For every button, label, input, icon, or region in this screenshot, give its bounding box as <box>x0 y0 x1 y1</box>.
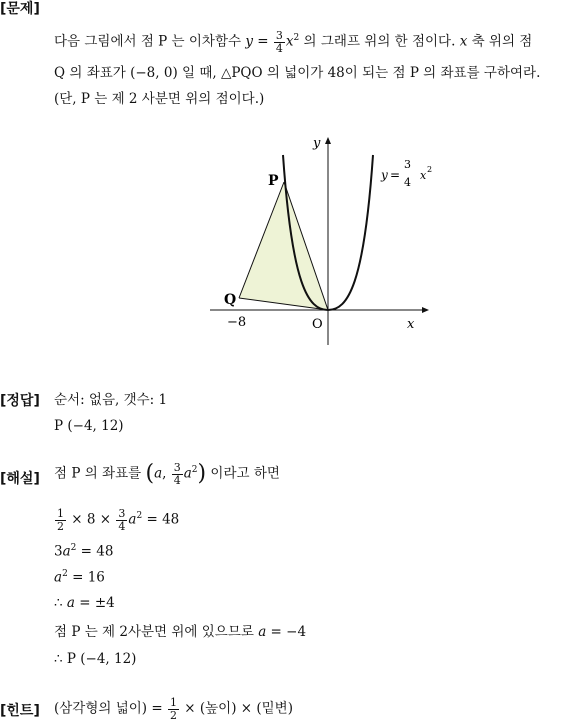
paren-open: ( <box>145 461 155 487</box>
hint-num: 1 <box>169 696 177 709</box>
x-axis-arrow <box>422 307 429 313</box>
axis-var: x <box>459 33 468 50</box>
eq1-exp: 2 <box>136 511 143 522</box>
problem-line-1 <box>54 30 532 54</box>
hint-den: 2 <box>169 708 177 722</box>
problem-line-2: Q 의 좌표가 (−8, 0) 일 때, △PQO 의 넓이가 48이 되는 점 P 의 좌표를 구하여라. <box>54 65 541 81</box>
label-y-axis: y <box>313 136 321 151</box>
problem-line-1-pre: 다음 그림에서 점 P 는 이차함수 <box>54 33 246 50</box>
answer-header: [정답] <box>0 393 40 409</box>
curve-label-den: 4 <box>404 176 411 189</box>
label-origin: O <box>312 317 323 332</box>
label-point-q: Q <box>224 292 237 308</box>
explanation-line-6 <box>54 626 306 640</box>
eq-frac-den: 4 <box>275 41 283 55</box>
eq2-a: a <box>62 543 71 560</box>
explanation-line-1 <box>54 462 280 486</box>
eq-x: x <box>285 33 294 50</box>
explanation-fraction <box>172 462 183 486</box>
eq1-end: = 48 <box>142 511 180 528</box>
explanation-a2: a <box>183 465 192 482</box>
label-x-axis: x <box>407 317 415 332</box>
eq-equals: = <box>252 33 273 50</box>
eq-exp: 2 <box>293 33 300 44</box>
hint-line <box>54 697 293 721</box>
y-axis-arrow <box>325 137 331 144</box>
problem-line-3: (단, P 는 제 2 사분면 위의 점이다.) <box>54 91 265 107</box>
answer-line-1: 순서: 없음, 갯수: 1 <box>54 392 168 408</box>
explanation-line-1-post: 이라고 하면 <box>206 465 280 482</box>
explanation-comma: , <box>162 465 171 482</box>
explanation-frac-den: 4 <box>173 473 181 487</box>
line6-a: a <box>258 624 267 640</box>
problem-header: [문제] <box>0 1 40 17</box>
eq4-a: a <box>66 595 75 611</box>
eq4-therefore: ∴ <box>54 595 67 611</box>
curve-label-equals: = <box>390 168 401 182</box>
eq1-fraction-1 <box>55 508 66 532</box>
explanation-line-1-pre: 점 P 의 좌표를 <box>54 465 146 482</box>
eq4-end: = ±4 <box>74 595 115 611</box>
equation-4 <box>54 597 115 611</box>
eq1-den2: 4 <box>118 519 126 533</box>
eq-frac-num: 3 <box>275 29 283 42</box>
hint-pre: (삼각형의 넓이) = <box>54 700 167 717</box>
parabola-figure <box>200 130 440 350</box>
explanation-line-7: ∴ P (−4, 12) <box>54 651 137 667</box>
explanation-frac-num: 3 <box>173 461 181 474</box>
eq2-end: = 48 <box>76 543 114 560</box>
explanation-header: [해설] <box>0 471 40 487</box>
eq1-a: a <box>128 511 137 528</box>
eq1-mid: × 8 × <box>67 511 116 528</box>
problem-line-1-post: 의 그래프 위의 한 점이다. <box>299 33 460 50</box>
explanation-exp: 2 <box>191 465 198 476</box>
answer-line-2: P (−4, 12) <box>54 418 124 434</box>
hint-post: × (높이) × (밑변) <box>179 700 293 717</box>
eq-fraction <box>274 30 285 54</box>
label-minus-8: −8 <box>227 315 247 330</box>
line6-end: = −4 <box>266 624 307 640</box>
eq3-a: a <box>54 569 63 586</box>
eq3-exp: 2 <box>62 569 68 579</box>
eq2-exp: 2 <box>70 543 77 553</box>
eq1-num: 1 <box>57 507 64 520</box>
eq1-fraction-2 <box>116 508 127 532</box>
line6-pre: 점 P 는 제 2사분면 위에 있으므로 <box>54 624 259 640</box>
eq1-den: 2 <box>57 519 64 533</box>
triangle-pqo <box>239 182 328 310</box>
curve-label-num: 3 <box>404 158 411 171</box>
problem-line-1-post2: 축 위의 점 <box>467 33 533 50</box>
eq2-pre: 3 <box>54 543 63 560</box>
equation-3 <box>54 570 105 585</box>
hint-fraction <box>168 697 179 721</box>
hint-header: [힌트] <box>0 703 40 719</box>
label-point-p: P <box>268 173 279 189</box>
curve-label-y: y <box>381 168 388 182</box>
paren-close: ) <box>197 461 207 487</box>
explanation-a: a <box>154 465 163 482</box>
eq1-num2: 3 <box>118 507 126 520</box>
equation-2 <box>54 544 113 559</box>
equation-1 <box>54 508 179 532</box>
curve-label-exp: 2 <box>427 165 433 174</box>
eq3-end: = 16 <box>67 569 105 586</box>
curve-label-x: x <box>420 169 427 182</box>
eq-y: y <box>245 33 253 50</box>
